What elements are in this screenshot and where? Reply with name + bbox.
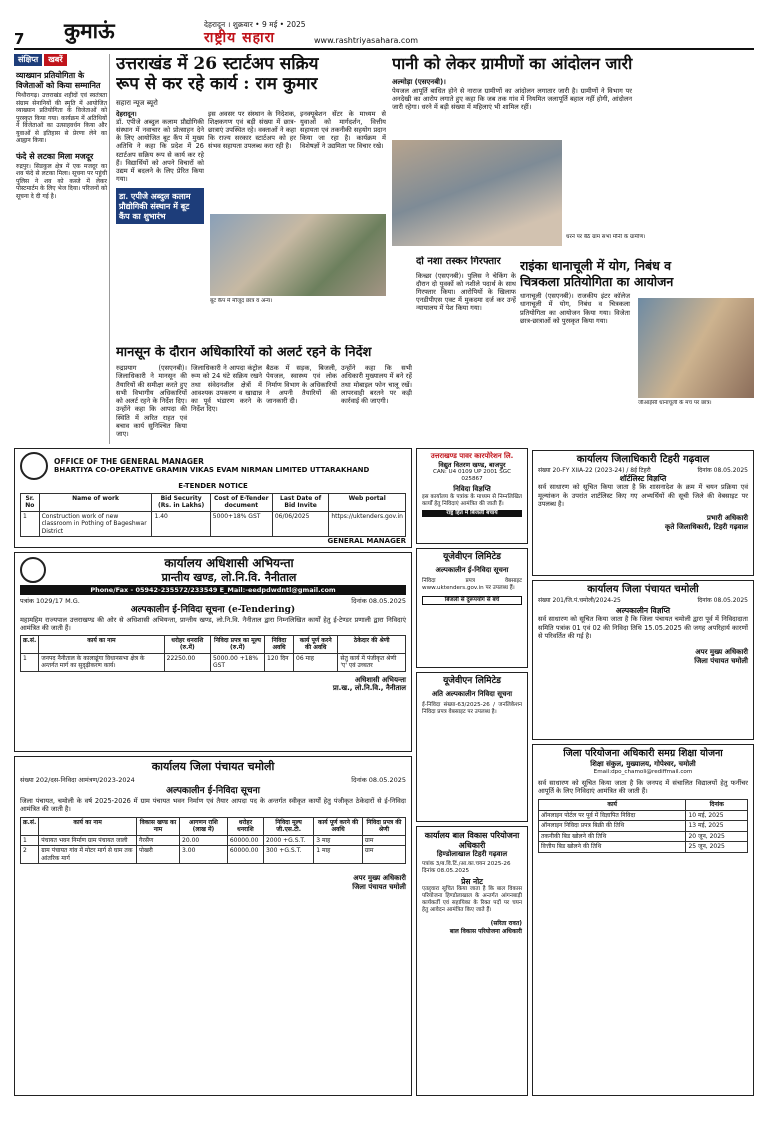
bank-col: Cost of E-Tender document	[210, 493, 272, 511]
chamoli-cell: 300 +G.S.T.	[263, 846, 313, 864]
bank-col: Name of work	[39, 493, 152, 511]
dpo-cell: ऑनलाइन पोर्टल पर पूर्व में विज्ञापित निविदा	[539, 810, 686, 821]
water-story	[392, 54, 754, 254]
tehri-dm-notice: शॉर्टलिस्ट विज्ञप्ति	[619, 474, 667, 483]
dpo-col: दिनांक	[686, 800, 748, 811]
bank-subtitle: E-TENDER NOTICE	[178, 482, 248, 490]
lead-dateline: देहरादून।	[116, 109, 137, 118]
rainka-text: धानाचूली (एसएनबी)। राजकीय इंटर कॉलेज धानाचूली में योग, निबंध व चित्रकला प्रतियोगिता का आयोजन किया गया। विजेता छात्र-छात्राओं को पुरस्कृत किया गया।	[520, 292, 630, 325]
ujvn-ad	[416, 548, 528, 668]
pwd-tender-table	[20, 635, 406, 672]
pwd-cell: 06 माह	[294, 653, 338, 671]
chamoli-small-date: दिनांक 08.05.2025	[697, 596, 748, 604]
tehri-dm-sign-2: कृते जिलाधिकारी, टिहरी गढ़वाल	[665, 522, 748, 531]
bank-cell: 5000+18% GST	[210, 511, 272, 537]
bank-col: Sr. No	[21, 493, 40, 511]
dpo-email[interactable]: Email:dpo_chamoli@rediffmail.com	[593, 768, 693, 775]
ujvn-slogan: बिजली से दुरूपयोग से बचें	[422, 596, 522, 605]
tehri-dm-date: दिनांक 08.05.2025	[697, 466, 748, 474]
rainka-photo	[638, 298, 754, 398]
dpo-subtitle: शिक्षा संकुल, मुख्यालय, गोपेश्वर, चमोली	[590, 759, 696, 768]
pwd-ref: पत्रांक 1029/17 M.G.	[20, 596, 80, 605]
table-row	[539, 821, 748, 832]
upcl-text: इस कार्यालय के पत्रांक के माध्यम से निम्नलिखित कार्यों हेतु निविदाएं आमंत्रित की जाती हैं।	[422, 493, 522, 507]
bdo-sign-2: बाल विकास परियोजना अधिकारी	[449, 927, 522, 935]
lead-headline-2: रूप से कर रहे कार्य : राम कुमार	[116, 74, 318, 95]
brief-2-text: रुद्रपुर। सिडकुल क्षेत्र में एक मजदूर का शव फंदे से लटका मिला। सूचना पर पहुंची पुलिस ने शव को कब्जे में लेकर पोस्टमार्टम के लिए भेज दिया। परिजनों को सूचना दे दी गई है।	[16, 162, 107, 200]
ujvn-text: निविदा प्रपत्र वेबसाइट www.uktenders.gov.in पर उपलब्ध हैं।	[422, 578, 522, 591]
pwd-col: कार्य पूर्ण करने की अवधि	[294, 635, 338, 653]
chamoli-small-ref: संख्या 201/जि.पं.चमोली/2024-25	[538, 596, 621, 604]
chamoli-small-sign: अपर मुख्य अधिकारी	[695, 648, 748, 657]
upcl-slogan: राष्ट्र हित में बिजली बचायें	[422, 510, 522, 517]
briefs-sidebar	[14, 54, 110, 444]
chamoli-cell: 1 माह	[314, 846, 363, 864]
pwd-notice-title: अल्पकालीन ई-निविदा सूचना (e-Tendering)	[130, 605, 296, 615]
pwd-cell: 22250.00	[164, 653, 210, 671]
lead-text-2: इस अवसर पर संस्थान के निदेशक, शिक्षकगण एवं बड़ी संख्या में छात्र-छात्राएं उपस्थित रहे। वक्ताओं ने कहा कि राज्य सरकार स्टार्टअप को हर संभव सहायता उपलब्ध करा रही है।	[208, 109, 296, 151]
dpo-cell: 10 मई, 2025	[686, 810, 748, 821]
pwd-col: निविदा प्रपत्र का मूल्य (रु.में)	[210, 635, 264, 653]
tehri-dm-ref: संख्या 20-FY XIIA-22 (2023-24) / 8ई टिहरी	[538, 466, 651, 474]
chamoli-col: विकास खण्ड का नाम	[136, 817, 179, 835]
dpo-cell: 25 जून, 2025	[686, 842, 748, 853]
monsoon-text-3: बैठक में सड़क, बिजली, पेयजल, स्वास्थ्य एवं लोक निर्माण विभाग के अधिकारियों ने अपनी तैयारियों की जानकारी दी।	[266, 364, 337, 406]
table-row	[539, 810, 748, 821]
monsoon-text-2: जिलाधिकारी ने आपदा कंट्रोल रूम को 24 घंटे सक्रिय रखने तथा संवेदनशील क्षेत्रों में आवश्यक उपकरण व खाद्यान्न का पूर्व भंडारण करने के निर्देश दिए।	[191, 364, 262, 414]
chamoli-col: आगणन राशि (लाख में)	[180, 817, 228, 835]
dpo-cell: वित्तीय बिड खोलने की तिथि	[539, 842, 686, 853]
dpo-title: जिला परियोजना अधिकारी समग्र शिक्षा योजना	[563, 748, 723, 759]
chamoli-zp-tender-ad	[14, 756, 412, 1096]
dpo-chamoli-ad	[532, 744, 754, 1096]
chamoli-big-sign-2: जिला पंचायत चमोली	[352, 882, 406, 891]
tehri-dm-sign: प्रभारी अधिकारी	[706, 514, 748, 523]
water-photo	[392, 140, 562, 246]
chamoli-big-date: दिनांक 08.05.2025	[351, 775, 406, 784]
smuggler-headline: दो नशा तस्कर गिरफ्तार	[416, 256, 501, 267]
rainka-caption: जीआईसी धानाचूली के मंच पर छात्र।	[638, 400, 712, 406]
dpo-col: कार्य	[539, 800, 686, 811]
chamoli-cell: पंचायत भवन निर्माण ग्राम पंचायत जाली	[39, 835, 137, 846]
bdo-ref: पत्रांक 3/ब.वि.टिं./आ.का.चयन 2025-26	[422, 860, 511, 867]
chamoli-small-notice: अल्पकालीन विज्ञप्ति	[615, 606, 671, 615]
lead-headline-1: उत्तराखंड में 26 स्टार्टअप सक्रिय	[116, 54, 319, 74]
dpo-text: सर्व साधारण को सूचित किया जाता है कि जनपद में संचालित विद्यालयों हेतु फर्नीचर आपूर्ति के लिए निविदाएं आमंत्रित की जाती हैं।	[538, 778, 748, 795]
pwd-title: कार्यालय अधिशासी अभियन्ता	[164, 556, 294, 570]
pwd-cell: 5000.00 +18% GST	[210, 653, 264, 671]
bdo-sign: (सरिता रावत)	[490, 920, 522, 928]
bank-col: Web portal	[329, 493, 406, 511]
chamoli-tender-table	[20, 817, 406, 865]
brief-2-title: फंदे से लटका मिला मजदूर	[16, 150, 94, 161]
brief-1-title: व्याख्यान प्रतियोगिता के विजेताओं को किया सम्मानित	[16, 70, 101, 90]
chamoli-col: कार्य पूर्ण करने की अवधि	[314, 817, 363, 835]
chamoli-cell: ग्राम	[362, 846, 405, 864]
bank-name: BHARTIYA CO-OPERATIVE GRAMIN VIKAS EVAM NIRMAN LIMITED UTTARAKHAND	[54, 466, 370, 475]
bank-title: OFFICE OF THE GENERAL MANAGER	[54, 456, 204, 466]
bdo-subtitle: हिण्डोलाखाल टिहरी गढ़वाल	[436, 850, 508, 858]
water-text: पेयजल आपूर्ति बाधित होने से नाराज ग्रामीणों का आंदोलन लगातार जारी है। ग्रामीणों ने विभाग पर अनदेखी का आरोप लगाते हुए कहा कि जब तक गांव में नियमित जलापूर्ति बहाल नहीं होगी, आंदोलन जारी रहेगा। धरने में बड़ी संख्या में महिलाएं भी शामिल रहीं।	[392, 86, 632, 112]
monsoon-headline: मानसून के दौरान अधिकारियों को अलर्ट रहने के निर्देश	[116, 345, 372, 360]
dpo-cell: 13 मई, 2025	[686, 821, 748, 832]
bdo-notice: प्रेस नोट	[461, 876, 483, 886]
chamoli-cell: पोखरी	[136, 846, 179, 864]
ujvn-ad-2	[416, 672, 528, 822]
page-header	[14, 16, 754, 50]
table-row	[21, 653, 406, 671]
pwd-logo-icon	[20, 557, 46, 583]
chamoli-col: निविदा मूल्य जी.एस.टी.	[263, 817, 313, 835]
pwd-col: धरोहर धनराशि (रु.में)	[164, 635, 210, 653]
pwd-tender-ad	[14, 552, 412, 752]
upcl-cin: CAN: U4 0109 UP 2001 SGC 025867	[432, 468, 512, 482]
bank-col: Last Date of Bid Invite	[272, 493, 329, 511]
upcl-notice: निविदा विज्ञप्ति	[453, 484, 491, 493]
ujvn2-title: यूजेवीएन लिमिटेड	[443, 676, 501, 686]
lead-caption: बूट कैंप में मौजूद छात्र व अन्य।	[210, 298, 273, 304]
pwd-col: कार्य का नाम	[39, 635, 164, 653]
pwd-cell: 1	[21, 653, 39, 671]
bank-tender-table	[20, 493, 406, 538]
upcl-ad	[416, 448, 528, 544]
lead-pullquote: डा. एपीजे अब्दुल कलाम प्रौद्योगिकी संस्थान में बूट कैंप का शुभारंभ	[116, 188, 204, 224]
monsoon-story	[116, 345, 412, 445]
chamoli-big-sign: अपर मुख्य अधिकारी	[353, 874, 406, 883]
website-link[interactable]: www.rashtriyasahara.com	[314, 36, 419, 45]
bdo-tehri-ad	[416, 826, 528, 1096]
tehri-dm-text: सर्व साधारण को सूचित किया जाता है कि शासनादेश के क्रम में चयन प्रक्रिया एवं मूल्यांकन के उपरांत शार्टलिस्ट किए गए अभ्यर्थियों की सूची जिले की वेबसाइट पर उपलब्ध है।	[538, 483, 748, 508]
cooperative-logo-icon	[20, 452, 48, 480]
smuggler-text: किच्छा (एसएनबी)। पुलिस ने चेकिंग के दौरान दो युवकों को नशीले पदार्थ के साथ गिरफ्तार किया। आरोपियों के खिलाफ एनडीपीएस एक्ट में मुकदमा दर्ज कर उन्हें न्यायालय में पेश किया गया।	[416, 271, 516, 313]
section-title: कुमाऊं	[64, 18, 115, 43]
dpo-cell: तकनीकी बिड खोलने की तिथि	[539, 831, 686, 842]
water-byline: अल्मोड़ा (एसएनबी)।	[392, 78, 446, 86]
upcl-subtitle: विद्युत वितरण खण्ड, बाजपुर	[438, 460, 506, 469]
chamoli-cell: 2000 +G.S.T.	[263, 835, 313, 846]
bank-tender-ad	[14, 448, 412, 548]
lead-story	[116, 54, 386, 346]
bank-cell: 1.40	[152, 511, 210, 537]
tehri-dm-ad	[532, 450, 754, 576]
chamoli-cell: 20.00	[180, 835, 228, 846]
chamoli-col: निविदा प्रपत्र की श्रेणी	[362, 817, 405, 835]
chamoli-col: क्र.सं.	[21, 817, 39, 835]
chamoli-cell: 60000.00	[227, 835, 263, 846]
chamoli-cell: 2	[21, 846, 39, 864]
chamoli-cell: ग्राम पंचायत गांव में मोटर मार्ग से घाम तक आंतरिक मार्ग	[39, 846, 137, 864]
bank-cell[interactable]: https://uktenders.gov.in	[329, 511, 406, 537]
brief-1-text: पिथौरागढ़। उत्तराखंड शहीदों एवं स्वतंत्रता संग्राम सेनानियों की स्मृति में आयोजित व्याख्यान प्रतियोगिता के विजेताओं को पुरस्कृत किया गया। कार्यक्रम में अतिथियों ने विजेताओं का उत्साहवर्धन किया और युवाओं से इतिहास से प्रेरणा लेने का आह्वान किया।	[16, 92, 107, 144]
chamoli-cell: 3.00	[180, 846, 228, 864]
bank-cell: 06/06/2025	[272, 511, 329, 537]
table-row	[539, 842, 748, 853]
tehri-dm-title: कार्यालय जिलाधिकारी टिहरी गढ़वाल	[576, 454, 710, 465]
table-row	[21, 835, 406, 846]
lead-text-3: इनक्यूबेशन सेंटर के माध्यम से युवाओं को मार्गदर्शन, वित्तीय सहायता एवं तकनीकी सहयोग प्रदान किया जा रहा है। कार्यक्रम में विशेषज्ञों ने उद्यमिता पर विचार रखे।	[300, 109, 386, 151]
pwd-cell: जनपद नैनीताल के कालाढूंगा विधानसभा क्षेत्र के अन्तर्गत मार्ग का सुदृढ़ीकरण कार्य।	[39, 653, 164, 671]
monsoon-text-1: रुद्रप्रयाग (एसएनबी)। जिलाधिकारी ने मानसून की तैयारियों की समीक्षा करते हुए सभी विभागीय अधिकारियों को अलर्ट रहने के निर्देश दिए। उन्होंने कहा कि आपदा की स्थिति में त्वरित राहत एवं बचाव कार्य सुनिश्चित किया जाए।	[116, 364, 187, 439]
bdo-text: एतद्द्वारा सूचित किया जाता है कि बाल विकास परियोजना हिण्डोलाखाल के अन्तर्गत आंगनबाड़ी कार्यकर्ती एवं सहायिका के रिक्त पदों पर चयन हेतु आवेदन आमंत्रित किए जाते हैं।	[422, 886, 522, 914]
pwd-notice-text: महामहिम राज्यपाल उत्तराखण्ड की ओर से अधिशासी अभियन्ता, प्रान्तीय खण्ड, लो.नि.वि. नैनीताल द्वारा निम्नलिखित कार्यों हेतु ई-टेण्डर प्रणाली द्वारा निविदाएं आमंत्रित की जाती हैं।	[20, 616, 406, 633]
pwd-col: क्र.सं.	[21, 635, 39, 653]
briefs-label-left: संक्षिप्त	[14, 54, 42, 66]
pwd-date: दिनांक 08.05.2025	[351, 596, 406, 605]
pwd-col: निविदा अवधि	[265, 635, 294, 653]
ujvn2-subtitle: अति अल्पकालीन निविदा सूचना	[431, 690, 513, 699]
chamoli-small-text: सर्व साधारण को सूचित किया जाता है कि जिला पंचायत चमोली द्वारा पूर्व में निविदादाता समिति पत्रांक 01 एवं 02 की निविदा तिथि 15.05.2025 की जगह अपरिहार्य कारणों से परिवर्तित की गई है।	[538, 615, 748, 640]
lead-byline: सहारा न्यूज ब्यूरो	[116, 98, 158, 107]
pwd-col: ठेकेदार की श्रेणी	[338, 635, 406, 653]
dpo-schedule-table	[538, 799, 748, 853]
pwd-phone: Phone/Fax - 05942-235572/233549 E_Mail:-eedpdwdntl@gmail.com	[20, 585, 406, 595]
rainka-headline-2: चित्रकला प्रतियोगिता का आयोजन	[520, 273, 674, 289]
chamoli-col: कार्य का नाम	[39, 817, 137, 835]
brand-logo: राष्ट्रीय सहारा	[204, 30, 276, 46]
table-row	[21, 846, 406, 864]
rainka-story	[520, 258, 754, 448]
chamoli-zp-small-ad	[532, 580, 754, 740]
page-number: 7	[14, 30, 25, 48]
chamoli-big-ref: संख्या 202/दस-निविदा आमंत्रण/2023-2024	[20, 775, 135, 784]
bank-col: Bid Security (Rs. in Lakhs)	[152, 493, 210, 511]
pwd-cell: 120 दिन	[265, 653, 294, 671]
pwd-sign-2: प्रा.ख., लो.नि.वि., नैनीताल	[332, 684, 406, 693]
bank-cell: 1	[21, 511, 40, 537]
lead-text-1: डॉ. एपीजे अब्दुल कलाम प्रौद्योगिकी संस्थान में नवाचार को प्रोत्साहन देने के लिए आयोजित बूट कैंप में मुख्य अतिथि ने कहा कि प्रदेश में 26 स्टार्टअप सक्रिय रूप से कार्य कर रहे हैं। विद्यार्थियों को अपने विचारों को उद्यम में बदलने के लिए प्रेरित किया गया।	[116, 117, 204, 184]
briefs-label-right: खबरें	[44, 54, 66, 66]
chamoli-col: धरोहर धनराशि	[227, 817, 263, 835]
chamoli-cell: 3 माह	[314, 835, 363, 846]
dpo-cell: 20 जून, 2025	[686, 831, 748, 842]
briefs-header	[14, 54, 109, 66]
bdo-title: कार्यालय बाल विकास परियोजना अधिकारी	[424, 830, 520, 850]
lead-photo	[210, 214, 386, 296]
smuggler-story	[416, 256, 516, 446]
bank-footer: GENERAL MANAGER	[327, 537, 406, 546]
bdo-date: दिनांक 08.05.2025	[422, 867, 470, 874]
chamoli-big-title: कार्यालय जिला पंचायत चमोली	[151, 760, 275, 773]
chamoli-cell: ग्राम	[362, 835, 405, 846]
pwd-subtitle: प्रान्तीय खण्ड, लो.नि.वि. नैनीताल	[161, 571, 297, 584]
monsoon-text-4: उन्होंने कहा कि सभी अधिकारी मुख्यालय में बने रहें तथा मोबाइल फोन चालू रखें। लापरवाही बरतने पर कड़ी कार्रवाई की जाएगी।	[341, 364, 412, 406]
chamoli-cell: 1	[21, 835, 39, 846]
bank-cell: Construction work of new classroom in Pothing of Bageshwar District	[39, 511, 152, 537]
chamoli-small-title: कार्यालय जिला पंचायत चमोली	[587, 584, 699, 595]
pwd-sign: अधिशासी अभियन्ता	[354, 675, 406, 684]
table-row	[539, 831, 748, 842]
chamoli-big-text: जिला पंचायत, चमोली के वर्ष 2025-2026 में ग्राम पंचायत भवन निर्माण एवं तैयार आपदा पद के अन्तर्गत स्वीकृत कार्यों हेतु पंजीकृत ठेकेदारों से ई-निविदा आमंत्रित की जाती है।	[20, 797, 406, 814]
ujvn2-text: ई-निविदा संख्या-63/2025-26 / जनलिकेशन निविदा प्रपत्र वेबसाइट पर उपलब्ध है।	[422, 702, 522, 715]
water-caption: धरने पर बैठे ग्राम सभा मौनी के ग्रामीण।	[566, 234, 646, 240]
pwd-cell: सेतु कार्य में पंजीकृत श्रेणी 'ए' एवं उच्चतर	[338, 653, 406, 671]
dpo-cell: ऑनलाइन निविदा प्रपत्र बिक्री की तिथि	[539, 821, 686, 832]
ujvn-subtitle: अल्पकालीन ई-निविदा सूचना	[435, 566, 509, 575]
water-headline: पानी को लेकर ग्रामीणों का आंदोलन जारी	[392, 54, 633, 73]
upcl-title: उत्तराखण्ड पावर कारपोरेशन लि.	[430, 452, 514, 460]
chamoli-cell: गैरसैंण	[136, 835, 179, 846]
ujvn-title: यूजेवीएन लिमिटेड	[443, 552, 501, 562]
chamoli-small-sign-2: जिला पंचायत चमोली	[694, 656, 748, 665]
rainka-headline-1: राइंका धानाचूली में योग, निबंध व	[520, 258, 672, 273]
date-line: देहरादून । शुक्रवार • 9 मई • 2025	[204, 20, 306, 29]
chamoli-cell: 60000.00	[227, 846, 263, 864]
table-row	[21, 511, 406, 537]
chamoli-big-notice: अल्पकालीन ई-निविदा सूचना	[166, 785, 260, 796]
